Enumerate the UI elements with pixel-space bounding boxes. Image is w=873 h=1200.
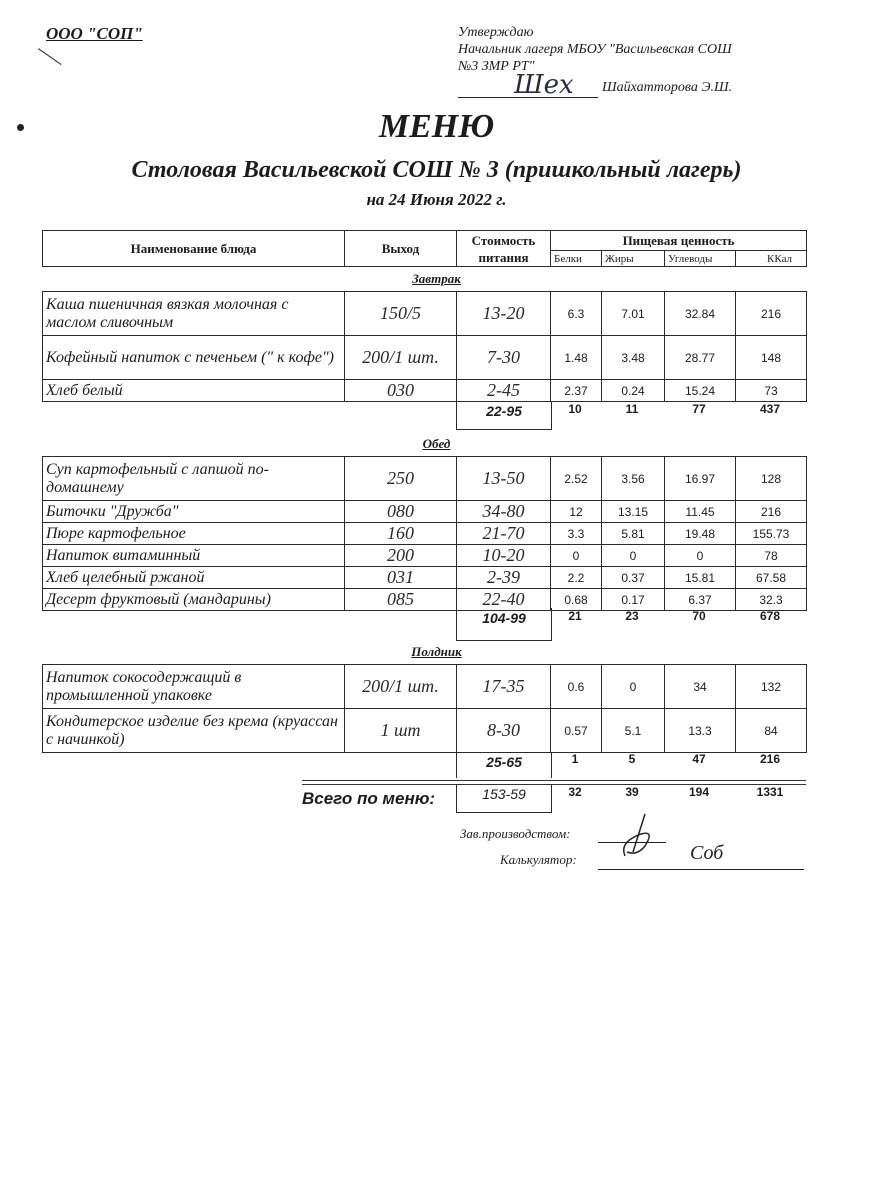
snack-total-cost: 25-65: [456, 752, 552, 778]
dish-cost: 34-80: [457, 501, 551, 523]
dish-kcal: 216: [736, 292, 807, 336]
dish-output: 200/1 шт.: [345, 336, 457, 380]
breakfast-table: [42, 291, 807, 402]
dish-fat: 0: [602, 665, 665, 709]
snack-total-kcal: 216: [759, 752, 781, 766]
dish-carbs: 19.48: [665, 523, 736, 545]
table-row: [43, 336, 807, 380]
approver-name: Шайхатторова Э.Ш.: [602, 80, 733, 95]
dish-protein: 0.68: [551, 589, 602, 611]
dish-carbs: 0: [665, 545, 736, 567]
page-title: МЕНЮ: [378, 108, 495, 145]
dish-protein: 3.3: [551, 523, 602, 545]
dish-fat: 3.56: [602, 457, 665, 501]
lunch-total-carbs: 70: [692, 609, 706, 623]
dish-protein: 2.52: [551, 457, 602, 501]
breakfast-total-fat: 11: [625, 402, 639, 416]
grand-total-cost: 153-59: [456, 784, 552, 813]
dish-name: Кофейный напиток с печеньем (" к кофе"): [43, 336, 345, 380]
table-row: [43, 501, 807, 523]
dish-protein: 12: [551, 501, 602, 523]
grand-total-fat: 39: [625, 785, 639, 799]
dish-protein: 0: [551, 545, 602, 567]
cost-header-line1: Стоимость: [471, 232, 536, 248]
dish-output: 250: [345, 457, 457, 501]
dish-fat: 0.17: [602, 589, 665, 611]
dish-carbs: 16.97: [665, 457, 736, 501]
dish-kcal: 128: [736, 457, 807, 501]
table-row: [43, 523, 807, 545]
dish-output: 200: [345, 545, 457, 567]
cost-header-line2: питания: [478, 249, 529, 265]
dish-kcal: 216: [736, 501, 807, 523]
dish-kcal: 155.73: [736, 523, 807, 545]
dish-cost: 13-20: [457, 292, 551, 336]
dish-kcal: 73: [736, 380, 807, 402]
dish-cost: 22-40: [457, 589, 551, 611]
snack-total-fat: 5: [628, 752, 636, 766]
dish-kcal: 78: [736, 545, 807, 567]
dish-output: 200/1 шт.: [345, 665, 457, 709]
col-kcal-header: ККал: [736, 251, 807, 267]
dish-carbs: 15.24: [665, 380, 736, 402]
dish-name: Суп картофельный с лапшой по-домашнему: [43, 457, 345, 501]
lunch-total-protein: 21: [568, 609, 582, 623]
calculator-label: Калькулятор:: [500, 852, 577, 867]
dish-output: 150/5: [345, 292, 457, 336]
approval-line-3: №3 ЗМР РТ": [458, 59, 535, 74]
breakfast-total-cost: 22-95: [456, 401, 552, 430]
dish-name: Пюре картофельное: [43, 523, 345, 545]
approver-signature: Шех: [514, 70, 574, 100]
snack-total-protein: 1: [571, 752, 579, 766]
dish-cost: 2-39: [457, 567, 551, 589]
breakfast-total-carbs: 77: [692, 402, 706, 416]
grand-total-label: Всего по меню:: [302, 789, 436, 808]
col-fat-header: Жиры: [602, 251, 665, 267]
dish-protein: 2.2: [551, 567, 602, 589]
table-row: [43, 567, 807, 589]
section-title-snack: Полдник: [411, 644, 462, 659]
snack-total-carbs: 47: [692, 752, 706, 766]
lunch-total-cost: 104-99: [456, 608, 552, 641]
dish-name: Напиток сокосодержащий в промышленной упаковке: [43, 665, 345, 709]
dish-protein: 6.3: [551, 292, 602, 336]
col-output-header: Выход: [345, 231, 457, 267]
lunch-total-kcal: 678: [759, 609, 781, 623]
breakfast-total-protein: 10: [568, 402, 582, 416]
dish-cost: 8-30: [457, 709, 551, 753]
dish-fat: 5.1: [602, 709, 665, 753]
nutrition-header: Пищевая ценность: [551, 231, 807, 251]
production-signature-icon: [615, 812, 665, 862]
dish-fat: 13.15: [602, 501, 665, 523]
table-row: [43, 665, 807, 709]
dish-carbs: 13.3: [665, 709, 736, 753]
col-name-header: Наименование блюда: [43, 231, 345, 267]
organization-name: ООО "СОП": [46, 24, 143, 43]
approval-line-1: Утверждаю: [458, 25, 534, 40]
table-row: [43, 457, 807, 501]
section-title-lunch: Обед: [422, 436, 451, 451]
dish-cost: 10-20: [457, 545, 551, 567]
dish-carbs: 15.81: [665, 567, 736, 589]
dish-name: Каша пшеничная вязкая молочная с маслом сливочным: [43, 292, 345, 336]
snack-table: [42, 664, 807, 753]
table-row: [43, 589, 807, 611]
dish-carbs: 34: [665, 665, 736, 709]
lunch-total-fat: 23: [625, 609, 639, 623]
table-row: [43, 292, 807, 336]
dish-fat: 3.48: [602, 336, 665, 380]
dish-kcal: 148: [736, 336, 807, 380]
dish-fat: 0: [602, 545, 665, 567]
dish-output: 1 шт: [345, 709, 457, 753]
dish-protein: 2.37: [551, 380, 602, 402]
dish-kcal: 67.58: [736, 567, 807, 589]
dish-cost: 7-30: [457, 336, 551, 380]
dish-name: Десерт фруктовый (мандарины): [43, 589, 345, 611]
dish-cost: 13-50: [457, 457, 551, 501]
dish-carbs: 11.45: [665, 501, 736, 523]
dish-output: 031: [345, 567, 457, 589]
approver-signature-line: [458, 97, 598, 98]
table-row: [43, 545, 807, 567]
dish-kcal: 132: [736, 665, 807, 709]
page-subtitle: Столовая Васильевской СОШ № 3 (пришкольный лагерь): [131, 157, 742, 183]
dish-fat: 0.24: [602, 380, 665, 402]
menu-table-header: [42, 230, 807, 267]
dish-cost: 17-35: [457, 665, 551, 709]
table-row: [43, 709, 807, 753]
dish-cost: 21-70: [457, 523, 551, 545]
dish-output: 160: [345, 523, 457, 545]
dish-name: Кондитерское изделие без крема (круассан с начинкой): [43, 709, 345, 753]
grand-total-protein: 32: [568, 785, 582, 799]
dish-kcal: 32.3: [736, 589, 807, 611]
dish-fat: 5.81: [602, 523, 665, 545]
dish-name: Биточки "Дружба": [43, 501, 345, 523]
dish-fat: 7.01: [602, 292, 665, 336]
col-carbs-header: Углеводы: [665, 251, 736, 267]
calculator-signature-line: [598, 869, 804, 870]
table-row: [43, 380, 807, 402]
dish-protein: 1.48: [551, 336, 602, 380]
col-protein-header: Белки: [551, 251, 602, 267]
dish-kcal: 84: [736, 709, 807, 753]
dish-cost: 2-45: [457, 380, 551, 402]
production-manager-label: Зав.производством:: [460, 826, 571, 841]
dish-carbs: 6.37: [665, 589, 736, 611]
lunch-table: [42, 456, 807, 611]
dish-protein: 0.6: [551, 665, 602, 709]
dish-output: 085: [345, 589, 457, 611]
dish-output: 030: [345, 380, 457, 402]
approval-block: [458, 24, 788, 75]
section-title-breakfast: Завтрак: [412, 271, 461, 286]
dish-fat: 0.37: [602, 567, 665, 589]
dish-name: Хлеб белый: [43, 380, 345, 402]
breakfast-total-kcal: 437: [759, 402, 781, 416]
dish-carbs: 32.84: [665, 292, 736, 336]
dish-name: Напиток витаминный: [43, 545, 345, 567]
menu-date: на 24 Июня 2022 г.: [366, 190, 507, 209]
grand-total-kcal: 1331: [756, 785, 784, 799]
grand-total-carbs: 194: [688, 785, 710, 799]
calculator-signature: Соб: [690, 842, 724, 864]
dish-output: 080: [345, 501, 457, 523]
col-cost-header: [457, 231, 551, 267]
dish-name: Хлеб целебный ржаной: [43, 567, 345, 589]
dish-protein: 0.57: [551, 709, 602, 753]
approval-line-2: Начальник лагеря МБОУ "Васильевская СОШ: [458, 42, 732, 57]
dish-carbs: 28.77: [665, 336, 736, 380]
